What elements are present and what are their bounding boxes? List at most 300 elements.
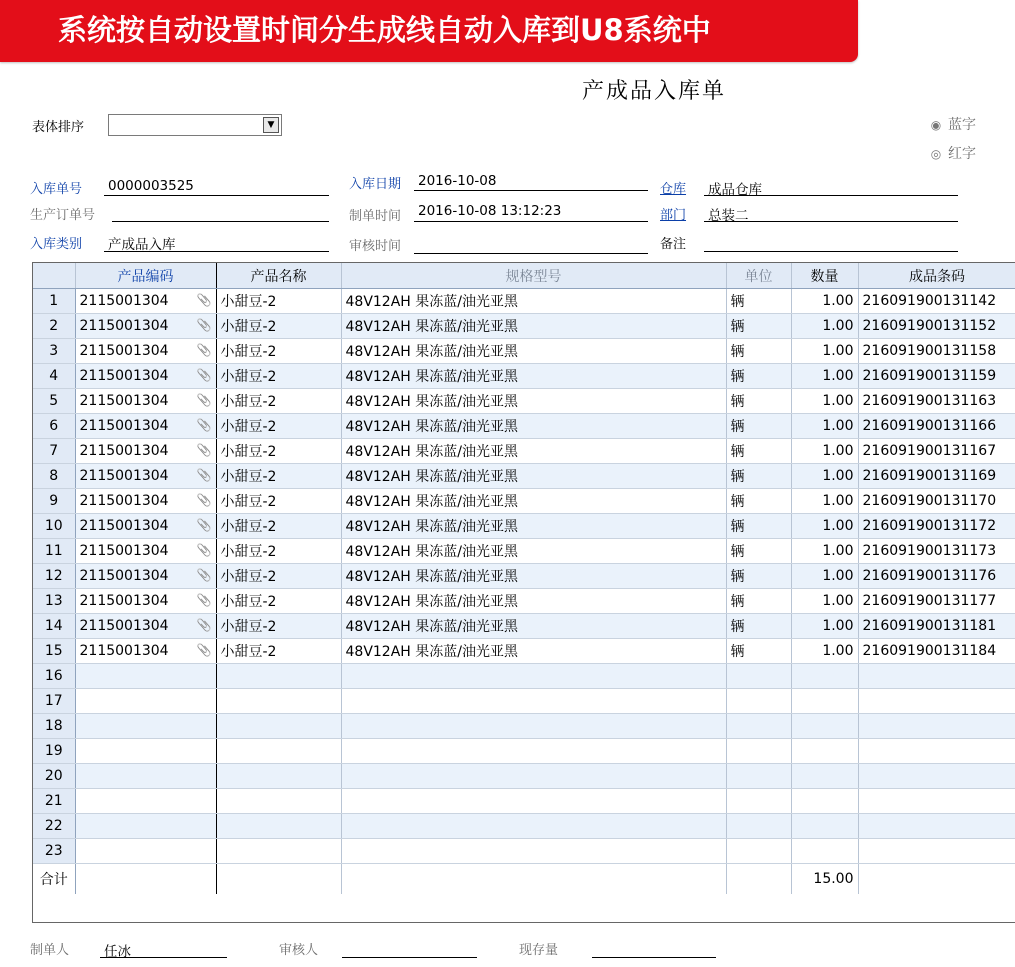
- row-number: [33, 339, 75, 364]
- row-number: [33, 714, 75, 739]
- row-number-text: 12: [44, 568, 63, 584]
- paperclip-icon[interactable]: 📎: [196, 293, 212, 307]
- banner-text: 系统按自动设置时间分生成线自动入库到U8系统中: [58, 13, 711, 47]
- unit-cell[interactable]: [726, 764, 791, 789]
- product-code-cell[interactable]: [75, 489, 216, 514]
- order-no-underline: [104, 195, 329, 196]
- qty-cell[interactable]: [791, 364, 858, 389]
- spec-cell-text: 48V12AH 果冻蓝/油光亚黑: [345, 619, 518, 635]
- total-label-text: 合计: [39, 871, 68, 888]
- row-number: [33, 414, 75, 439]
- product-name-cell[interactable]: [216, 464, 341, 489]
- spec-cell[interactable]: [341, 739, 726, 764]
- qty-cell-text: 1.00: [822, 543, 854, 559]
- paperclip-icon[interactable]: 📎: [196, 368, 212, 382]
- product-code-cell-text: 2115001304: [79, 543, 169, 559]
- spec-cell[interactable]: [341, 814, 726, 839]
- product-code-cell-text: 2115001304: [79, 418, 169, 434]
- col-unit[interactable]: 单位: [726, 263, 791, 289]
- warehouse-underline: [704, 195, 958, 196]
- unit-cell[interactable]: [726, 639, 791, 664]
- total-name-cell: [216, 864, 341, 894]
- spec-cell[interactable]: [341, 314, 726, 339]
- qty-cell[interactable]: [791, 389, 858, 414]
- product-code-cell[interactable]: [75, 639, 216, 664]
- product-name-cell[interactable]: [216, 389, 341, 414]
- row-number: [33, 564, 75, 589]
- unit-cell-text: 辆: [730, 569, 745, 585]
- product-name-cell[interactable]: [216, 814, 341, 839]
- spec-cell[interactable]: [341, 839, 726, 864]
- product-name-cell[interactable]: [216, 564, 341, 589]
- stock-label: 现存量: [519, 943, 559, 958]
- unit-cell[interactable]: [726, 689, 791, 714]
- qty-cell-text: 1.00: [822, 518, 854, 534]
- product-code-cell[interactable]: [75, 664, 216, 689]
- paperclip-icon[interactable]: 📎: [196, 443, 212, 457]
- qty-cell[interactable]: [791, 614, 858, 639]
- stock-underline: [592, 957, 716, 958]
- total-row: [33, 864, 1015, 894]
- barcode-cell[interactable]: [858, 689, 1015, 714]
- product-code-cell[interactable]: [75, 439, 216, 464]
- sort-select[interactable]: [108, 114, 282, 136]
- spec-cell[interactable]: [341, 639, 726, 664]
- unit-cell-text: 辆: [730, 444, 745, 460]
- product-name-cell[interactable]: [216, 364, 341, 389]
- date-label: 入库日期: [349, 177, 402, 192]
- paperclip-icon[interactable]: 📎: [196, 418, 212, 432]
- row-number-text: 21: [44, 793, 63, 809]
- qty-cell-text: 1.00: [822, 593, 854, 609]
- unit-cell[interactable]: [726, 339, 791, 364]
- product-name-cell[interactable]: [216, 339, 341, 364]
- qty-cell[interactable]: [791, 289, 858, 314]
- order-no-label: 入库单号: [30, 182, 83, 197]
- table-row[interactable]: [33, 814, 1015, 839]
- product-name-cell[interactable]: [216, 314, 341, 339]
- qty-cell[interactable]: [791, 839, 858, 864]
- created-time-value: 2016-10-08 13:12:23: [418, 203, 562, 219]
- radio-blue[interactable]: [930, 114, 976, 134]
- product-code-cell-text: 2115001304: [79, 318, 169, 334]
- barcode-cell[interactable]: [858, 539, 1015, 564]
- qty-cell-text: 1.00: [822, 293, 854, 309]
- unit-cell-text: 辆: [730, 594, 745, 610]
- product-code-cell[interactable]: [75, 464, 216, 489]
- barcode-cell[interactable]: [858, 589, 1015, 614]
- qty-cell[interactable]: [791, 439, 858, 464]
- product-code-cell[interactable]: [75, 289, 216, 314]
- dept-value[interactable]: 总装二: [708, 208, 749, 224]
- radio-red[interactable]: [930, 143, 976, 163]
- table-row[interactable]: [33, 664, 1015, 689]
- barcode-cell[interactable]: [858, 414, 1015, 439]
- unit-cell[interactable]: [726, 739, 791, 764]
- spec-cell[interactable]: [341, 514, 726, 539]
- spec-cell-text: 48V12AH 果冻蓝/油光亚黑: [345, 544, 518, 560]
- product-name-cell[interactable]: [216, 714, 341, 739]
- total-qty: [791, 864, 858, 894]
- row-number-text: 14: [44, 618, 63, 634]
- barcode-cell[interactable]: [858, 614, 1015, 639]
- paperclip-icon[interactable]: 📎: [196, 393, 212, 407]
- product-name-cell[interactable]: [216, 739, 341, 764]
- barcode-cell[interactable]: [858, 664, 1015, 689]
- barcode-cell[interactable]: [858, 464, 1015, 489]
- row-number-text: 20: [44, 768, 63, 784]
- auditor-underline: [342, 957, 477, 958]
- qty-cell[interactable]: [791, 464, 858, 489]
- spec-cell-text: 48V12AH 果冻蓝/油光亚黑: [345, 444, 518, 460]
- product-name-cell[interactable]: [216, 639, 341, 664]
- qty-cell[interactable]: [791, 639, 858, 664]
- table-row[interactable]: [33, 539, 1015, 564]
- unit-cell[interactable]: [726, 439, 791, 464]
- table-row[interactable]: [33, 764, 1015, 789]
- row-number-text: 7: [49, 443, 59, 459]
- product-code-cell[interactable]: [75, 389, 216, 414]
- type-value[interactable]: 产成品入库: [108, 237, 176, 253]
- barcode-cell[interactable]: [858, 564, 1015, 589]
- row-number: [33, 589, 75, 614]
- row-number-header: [33, 263, 75, 289]
- product-name-cell-text: 小甜豆-2: [220, 469, 277, 485]
- qty-cell[interactable]: [791, 589, 858, 614]
- spec-cell-text: 48V12AH 果冻蓝/油光亚黑: [345, 344, 518, 360]
- sort-label: 表体排序: [32, 120, 85, 135]
- table-row[interactable]: [33, 689, 1015, 714]
- table-row[interactable]: [33, 589, 1015, 614]
- spec-cell-text: 48V12AH 果冻蓝/油光亚黑: [345, 419, 518, 435]
- barcode-cell[interactable]: [858, 314, 1015, 339]
- barcode-cell-text: 216091900131167: [862, 443, 997, 459]
- table-row[interactable]: [33, 839, 1015, 864]
- paperclip-icon[interactable]: 📎: [196, 618, 212, 632]
- qty-cell[interactable]: [791, 539, 858, 564]
- product-code-cell[interactable]: [75, 614, 216, 639]
- product-name-cell[interactable]: [216, 689, 341, 714]
- unit-cell[interactable]: [726, 564, 791, 589]
- detail-table: [33, 263, 1015, 894]
- qty-cell[interactable]: [791, 489, 858, 514]
- table-row[interactable]: [33, 789, 1015, 814]
- col-product-name[interactable]: 产品名称: [216, 263, 341, 289]
- qty-cell[interactable]: [791, 814, 858, 839]
- prod-order-underline: [112, 221, 329, 222]
- table-row[interactable]: [33, 564, 1015, 589]
- col-spec[interactable]: 规格型号: [341, 263, 726, 289]
- product-name-cell[interactable]: [216, 789, 341, 814]
- qty-cell[interactable]: [791, 339, 858, 364]
- product-code-cell[interactable]: [75, 414, 216, 439]
- table-row[interactable]: [33, 639, 1015, 664]
- qty-cell[interactable]: [791, 314, 858, 339]
- document-title: 产成品入库单: [582, 79, 727, 104]
- qty-cell-text: 1.00: [822, 368, 854, 384]
- unit-cell[interactable]: [726, 589, 791, 614]
- spec-cell[interactable]: [341, 589, 726, 614]
- unit-cell[interactable]: [726, 289, 791, 314]
- col-barcode[interactable]: 成品条码: [858, 263, 1015, 289]
- barcode-cell[interactable]: [858, 714, 1015, 739]
- paperclip-icon[interactable]: 📎: [196, 343, 212, 357]
- table-row[interactable]: [33, 364, 1015, 389]
- product-code-cell-text: 2115001304: [79, 493, 169, 509]
- product-code-cell[interactable]: [75, 714, 216, 739]
- chevron-down-icon[interactable]: ▼: [263, 117, 279, 133]
- paperclip-icon[interactable]: 📎: [196, 543, 212, 557]
- qty-cell-text: 1.00: [822, 318, 854, 334]
- qty-cell[interactable]: [791, 714, 858, 739]
- product-name-cell[interactable]: [216, 839, 341, 864]
- radio-red-label: 红字: [948, 146, 976, 162]
- total-spec-cell: [341, 864, 726, 894]
- spec-cell[interactable]: [341, 764, 726, 789]
- spec-cell[interactable]: [341, 664, 726, 689]
- order-no-value[interactable]: 0000003525: [108, 178, 194, 194]
- table-row[interactable]: [33, 439, 1015, 464]
- unit-cell[interactable]: [726, 389, 791, 414]
- qty-cell[interactable]: [791, 664, 858, 689]
- unit-cell-text: 辆: [730, 394, 745, 410]
- paperclip-icon[interactable]: 📎: [196, 643, 212, 657]
- product-name-cell[interactable]: [216, 489, 341, 514]
- detail-grid[interactable]: [32, 262, 1015, 923]
- paperclip-icon[interactable]: 📎: [196, 468, 212, 482]
- table-row[interactable]: [33, 389, 1015, 414]
- product-name-cell-text: 小甜豆-2: [220, 294, 277, 310]
- radio-blue-label: 蓝字: [948, 117, 976, 133]
- audit-time-underline: [414, 253, 648, 254]
- unit-cell[interactable]: [726, 814, 791, 839]
- qty-cell[interactable]: [791, 789, 858, 814]
- table-row[interactable]: [33, 414, 1015, 439]
- table-row[interactable]: [33, 614, 1015, 639]
- row-number: [33, 464, 75, 489]
- barcode-cell[interactable]: [858, 639, 1015, 664]
- product-code-cell[interactable]: [75, 339, 216, 364]
- spec-cell[interactable]: [341, 489, 726, 514]
- paperclip-icon[interactable]: 📎: [196, 568, 212, 582]
- spec-cell[interactable]: [341, 614, 726, 639]
- dept-label[interactable]: 部门: [660, 208, 687, 223]
- unit-cell[interactable]: [726, 839, 791, 864]
- barcode-cell[interactable]: [858, 289, 1015, 314]
- spec-cell[interactable]: [341, 414, 726, 439]
- maker-label: 制单人: [30, 943, 70, 958]
- remark-underline: [704, 251, 958, 252]
- product-code-cell[interactable]: [75, 789, 216, 814]
- product-name-cell-text: 小甜豆-2: [220, 419, 277, 435]
- unit-cell[interactable]: [726, 789, 791, 814]
- product-code-cell[interactable]: [75, 764, 216, 789]
- paperclip-icon[interactable]: 📎: [196, 493, 212, 507]
- product-name-cell[interactable]: [216, 439, 341, 464]
- product-code-cell-text: 2115001304: [79, 293, 169, 309]
- table-row[interactable]: [33, 714, 1015, 739]
- product-code-cell[interactable]: [75, 514, 216, 539]
- unit-cell[interactable]: [726, 514, 791, 539]
- row-number: [33, 289, 75, 314]
- unit-cell[interactable]: [726, 664, 791, 689]
- product-code-cell[interactable]: [75, 564, 216, 589]
- unit-cell-text: 辆: [730, 369, 745, 385]
- spec-cell[interactable]: [341, 789, 726, 814]
- product-code-cell-text: 2115001304: [79, 393, 169, 409]
- qty-cell-text: 1.00: [822, 418, 854, 434]
- unit-cell[interactable]: [726, 489, 791, 514]
- barcode-cell[interactable]: [858, 439, 1015, 464]
- table-body: [33, 289, 1015, 894]
- paperclip-icon[interactable]: 📎: [196, 318, 212, 332]
- product-name-cell[interactable]: [216, 664, 341, 689]
- spec-cell[interactable]: [341, 564, 726, 589]
- barcode-cell-text: 216091900131173: [862, 543, 997, 559]
- barcode-cell[interactable]: [858, 364, 1015, 389]
- qty-cell-text: 1.00: [822, 443, 854, 459]
- total-qty-text: 15.00: [813, 870, 854, 887]
- col-product-code[interactable]: 产品编码: [75, 263, 216, 289]
- date-value[interactable]: 2016-10-08: [418, 173, 497, 189]
- qty-cell-text: 1.00: [822, 618, 854, 634]
- unit-cell-text: 辆: [730, 544, 745, 560]
- product-name-cell-text: 小甜豆-2: [220, 544, 277, 560]
- unit-cell[interactable]: [726, 714, 791, 739]
- spec-cell[interactable]: [341, 364, 726, 389]
- paperclip-icon[interactable]: 📎: [196, 593, 212, 607]
- table-row[interactable]: [33, 464, 1015, 489]
- qty-cell[interactable]: [791, 764, 858, 789]
- product-name-cell[interactable]: [216, 289, 341, 314]
- unit-cell-text: 辆: [730, 319, 745, 335]
- product-code-cell[interactable]: [75, 814, 216, 839]
- qty-cell[interactable]: [791, 514, 858, 539]
- product-name-cell[interactable]: [216, 539, 341, 564]
- unit-cell[interactable]: [726, 364, 791, 389]
- product-name-cell-text: 小甜豆-2: [220, 394, 277, 410]
- product-code-cell[interactable]: [75, 839, 216, 864]
- table-row[interactable]: [33, 489, 1015, 514]
- qty-cell[interactable]: [791, 564, 858, 589]
- product-name-cell[interactable]: [216, 414, 341, 439]
- unit-cell[interactable]: [726, 539, 791, 564]
- barcode-cell[interactable]: [858, 789, 1015, 814]
- barcode-cell[interactable]: [858, 739, 1015, 764]
- table-header-row: [33, 263, 1015, 289]
- row-number-text: 11: [44, 543, 63, 559]
- total-barcode-cell: [858, 864, 1015, 894]
- audit-time-label: 审核时间: [349, 239, 402, 254]
- spec-cell[interactable]: [341, 289, 726, 314]
- barcode-cell-text: 216091900131177: [862, 593, 997, 609]
- spec-cell[interactable]: [341, 439, 726, 464]
- barcode-cell[interactable]: [858, 339, 1015, 364]
- row-number: [33, 689, 75, 714]
- unit-cell[interactable]: [726, 464, 791, 489]
- dept-underline: [704, 221, 958, 222]
- row-number-text: 19: [44, 743, 63, 759]
- row-number-text: 18: [44, 718, 63, 734]
- table-row[interactable]: [33, 289, 1015, 314]
- warehouse-label[interactable]: 仓库: [660, 182, 687, 197]
- qty-cell[interactable]: [791, 739, 858, 764]
- row-number: [33, 539, 75, 564]
- total-code-cell: [75, 864, 216, 894]
- product-name-cell[interactable]: [216, 514, 341, 539]
- qty-cell-text: 1.00: [822, 568, 854, 584]
- qty-cell[interactable]: [791, 689, 858, 714]
- product-code-cell-text: 2115001304: [79, 643, 169, 659]
- unit-cell[interactable]: [726, 314, 791, 339]
- unit-cell[interactable]: [726, 614, 791, 639]
- row-number-text: 5: [49, 393, 59, 409]
- table-row[interactable]: [33, 514, 1015, 539]
- barcode-cell[interactable]: [858, 839, 1015, 864]
- product-name-cell-text: 小甜豆-2: [220, 619, 277, 635]
- product-name-cell-text: 小甜豆-2: [220, 519, 277, 535]
- product-name-cell[interactable]: [216, 614, 341, 639]
- product-name-cell-text: 小甜豆-2: [220, 369, 277, 385]
- spec-cell[interactable]: [341, 689, 726, 714]
- spec-cell[interactable]: [341, 464, 726, 489]
- row-number: [33, 789, 75, 814]
- spec-cell-text: 48V12AH 果冻蓝/油光亚黑: [345, 394, 518, 410]
- created-time-underline: [414, 221, 648, 222]
- type-underline: [104, 251, 329, 252]
- table-row[interactable]: [33, 314, 1015, 339]
- spec-cell-text: 48V12AH 果冻蓝/油光亚黑: [345, 644, 518, 660]
- col-qty[interactable]: 数量: [791, 263, 858, 289]
- product-code-cell[interactable]: [75, 539, 216, 564]
- paperclip-icon[interactable]: 📎: [196, 518, 212, 532]
- table-row[interactable]: [33, 339, 1015, 364]
- product-name-cell-text: 小甜豆-2: [220, 344, 277, 360]
- product-code-cell[interactable]: [75, 314, 216, 339]
- spec-cell-text: 48V12AH 果冻蓝/油光亚黑: [345, 319, 518, 335]
- row-number-text: 22: [44, 818, 63, 834]
- spec-cell[interactable]: [341, 389, 726, 414]
- spec-cell[interactable]: [341, 539, 726, 564]
- table-row[interactable]: [33, 739, 1015, 764]
- unit-cell-text: 辆: [730, 644, 745, 660]
- row-number: [33, 739, 75, 764]
- product-code-cell[interactable]: [75, 589, 216, 614]
- row-number: [33, 514, 75, 539]
- product-code-cell-text: 2115001304: [79, 468, 169, 484]
- barcode-cell[interactable]: [858, 514, 1015, 539]
- spec-cell-text: 48V12AH 果冻蓝/油光亚黑: [345, 294, 518, 310]
- product-name-cell-text: 小甜豆-2: [220, 594, 277, 610]
- product-name-cell[interactable]: [216, 589, 341, 614]
- product-code-cell[interactable]: [75, 364, 216, 389]
- qty-cell[interactable]: [791, 414, 858, 439]
- spec-cell[interactable]: [341, 339, 726, 364]
- barcode-cell[interactable]: [858, 389, 1015, 414]
- product-code-cell[interactable]: [75, 689, 216, 714]
- product-code-cell[interactable]: [75, 739, 216, 764]
- barcode-cell[interactable]: [858, 489, 1015, 514]
- barcode-cell[interactable]: [858, 814, 1015, 839]
- spec-cell[interactable]: [341, 714, 726, 739]
- barcode-cell[interactable]: [858, 764, 1015, 789]
- product-name-cell[interactable]: [216, 764, 341, 789]
- warehouse-value[interactable]: 成品仓库: [708, 182, 762, 198]
- title-banner: [0, 0, 858, 62]
- unit-cell[interactable]: [726, 414, 791, 439]
- unit-cell-text: 辆: [730, 519, 745, 535]
- spec-cell-text: 48V12AH 果冻蓝/油光亚黑: [345, 519, 518, 535]
